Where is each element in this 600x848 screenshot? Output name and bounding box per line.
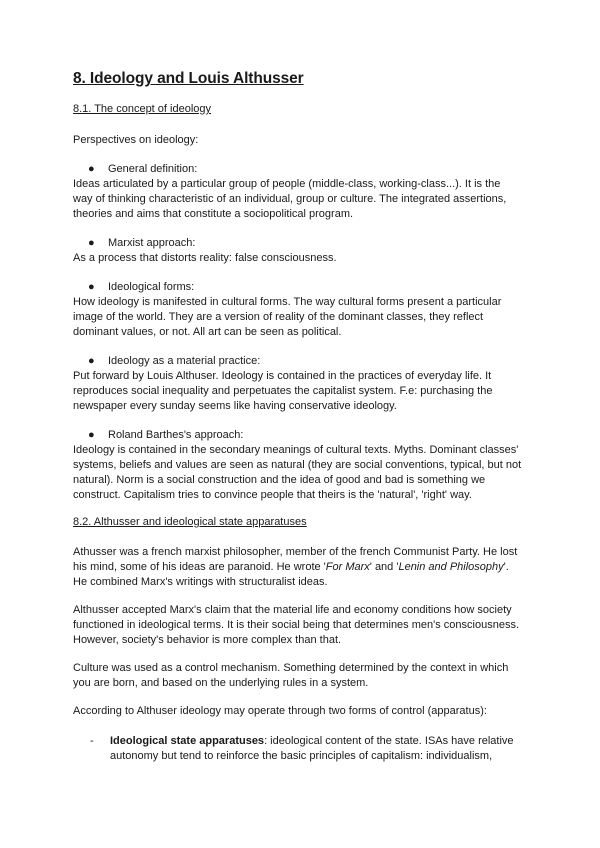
paragraph-general-definition: Ideas articulated by a particular group of people (middle-class, working-class...). It is the way of thinking characteristic of an individual, group or culture. The integrated assertions, theories and aims that constitute a sociopolitical program. [73, 178, 507, 220]
book-title-for-marx: For Marx [325, 561, 370, 573]
bullet-material-practice: ● Ideology as a material practice: [88, 355, 261, 367]
bullet-barthes-approach: ● Roland Barthes's approach: [88, 429, 244, 441]
paragraph-marx-claim: Althusser accepted Marx's claim that the material life and economy conditions how society functioned in ideological terms. It is their social being that determines men's consciousness. However, society's behavior is more complex than that. [73, 604, 519, 646]
book-title-lenin-philosophy: Lenin and Philosophy [398, 561, 504, 573]
list-item-isa: - Ideological state apparatuses: ideological content of the state. ISAs have relative autonomy but tend to reinforce the basic principles of capitalism: individualism, [90, 735, 514, 762]
paragraph-althusser-bio: Athusser was a french marxist philosopher, member of the french Communist Party. He lost his mind, some of his ideas are paranoid. He wrote 'For Marx' and 'Lenin and Philosophy'. He combined Marx's writings with structuralist ideas. [73, 546, 518, 588]
paragraph-marxist-approach: As a process that distorts reality: false consciousness. [73, 252, 337, 264]
bullet-dot: ● [88, 237, 95, 249]
bullet-marxist-approach: ● Marxist approach: [88, 237, 196, 249]
bullet-dot: ● [88, 429, 95, 441]
paragraph-ideological-forms: How ideology is manifested in cultural forms. The way cultural forms present a particular image of the world. They are a version of reality of the dominant classes, they reflect dominant values, or not. All art can be seen as political. [73, 296, 502, 338]
term-isa: Ideological state apparatuses [110, 735, 265, 747]
section-heading-concept: 8.1. The concept of ideology [73, 103, 212, 115]
paragraph-barthes-approach: Ideology is contained in the secondary meanings of cultural texts. Myths. Dominant classes' systems, beliefs and values are seen as natural (they are social conventions, typical, but not natural). Norm is a social construction and the idea of good and bad is something we construct. Capitalism tries to convince people that theirs is the 'natural', 'right' way. [73, 444, 522, 501]
paragraph-culture-control: Culture was used as a control mechanism. Something determined by the context in which you are born, and based on the underlying rules in a system. [73, 662, 509, 689]
paragraph-material-practice: Put forward by Louis Althuser. Ideology is contained in the practices of everyday life. It reproduces social inequality and perpetuates the capitalist system. F.e: purchasing the newspaper every sunday seems like having conservative ideology. [73, 370, 493, 412]
bullet-dot: ● [88, 281, 95, 293]
bullet-general-definition: ● General definition: [88, 163, 198, 175]
bullet-dot: ● [88, 163, 95, 175]
page-title: 8. Ideology and Louis Althusser [73, 70, 304, 87]
bullet-ideological-forms: ● Ideological forms: [88, 281, 195, 293]
paragraph-two-forms: According to Althuser ideology may operate through two forms of control (apparatus): [73, 705, 487, 717]
dash-marker: - [90, 735, 94, 747]
section-heading-apparatuses: 8.2. Althusser and ideological state apparatuses [73, 516, 307, 528]
bullet-dot: ● [88, 355, 95, 367]
intro-text: Perspectives on ideology: [73, 134, 199, 146]
